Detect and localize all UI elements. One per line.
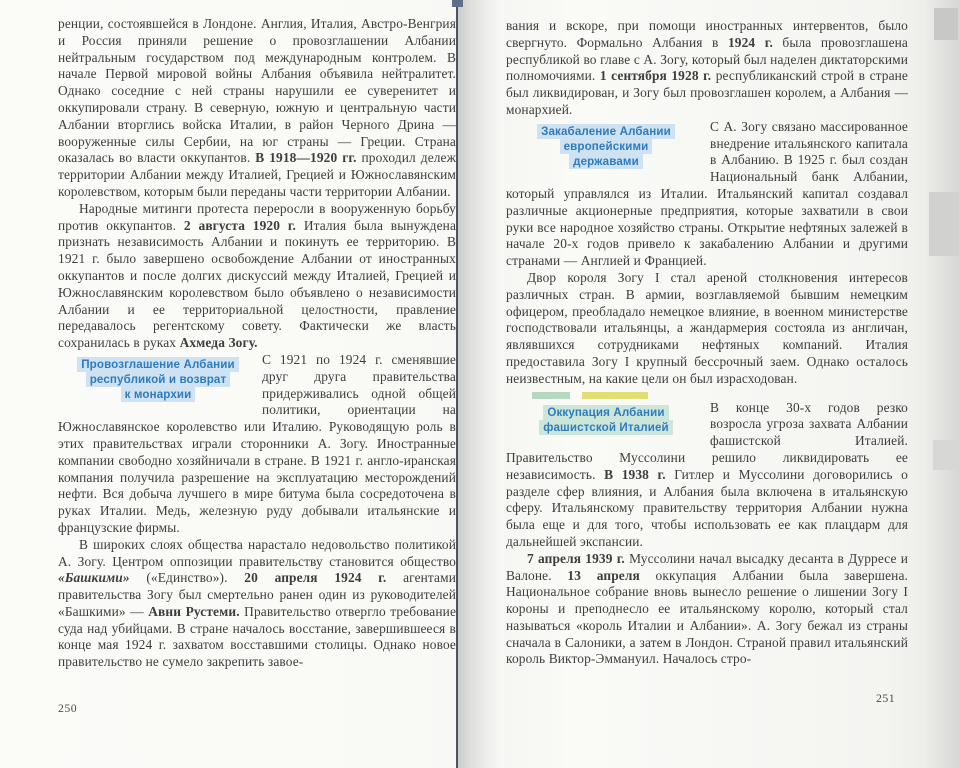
heading-line-text: державами [569, 154, 643, 169]
text-segment: ренции, состоявшейся в Лондоне. Англия, Италия, Австро-Венгрия и Россия приняли решение о провозглашении Албании нейтральным государством под международным контролем. В начале Первой мировой войны Албания объявила нейтралитет. Однако соседние с ней страны нарушили ее суверенитет и оккупировали страну. В северную, южную и центральную части Албании вторглись войска Италии, в район Черного Дрина — вооруженные силы Сербии, на юг страны — Греции. Страна оказалась во власти оккупантов. [58, 16, 456, 166]
text-segment: проходил дележ территории Албании между Италией, Грецией и Южнославянским королевством, которым были переданы части территории Албании. [58, 150, 456, 199]
paragraph [58, 201, 456, 352]
paragraph [506, 551, 908, 669]
scanner-edge-shadow [924, 0, 960, 768]
page-gutter-line [456, 0, 458, 768]
text-segment: Двор короля Зогу I стал ареной столкновения интересов различных стран. В армии, возглавляемой бывшим немецким офицером, преобладало немецкое влияние, в военном министерстве господствовали итальянцы, а жандармерия состояла из англичан, являвшихся сотрудниками нефтяных компаний. Италия предоставила Зогу I крупный бессрочный заем. Однако осталось неизвестным, на какие цели он был израсходован. [506, 269, 908, 386]
paragraph [58, 16, 456, 201]
text-segment: Ахмеда Зогу. [179, 335, 258, 351]
section-heading [65, 357, 251, 402]
text-segment: агентами правительства Зогу был смертельно ранен один из руководителей «Башкими» — [58, 570, 456, 619]
text-segment: В 1918—1920 гг. [255, 150, 357, 166]
text-segment: оккупация Албании была завершена. Национальное собрание вновь вынесло решение о лишении Зогу I короны и преподнесло ее итальянскому королю, который стал называться «король Италии и Албании». А. Зогу бежал из страны сначала в Салоники, а затем в Лондон. Страной правил итальянский король Виктор-Эммануил. Началось стро- [506, 567, 908, 667]
heading-line [513, 124, 699, 139]
paragraph [506, 270, 908, 388]
heading-line [65, 357, 251, 372]
text-segment: Правительство отвергло требование суда над убийцами. В стране началось восстание, завершившееся в конце мая 1924 г. захватом восставшими столицы. Однако новое правительство не сумело закрепить завое- [58, 603, 457, 670]
text-segment: В конце 30-х годов резко возросла угроза захвата Албании фашистской Италией. Правительство Муссолини решило ликвидировать ее независимость. [506, 399, 908, 482]
paragraph [58, 537, 456, 671]
text-segment: 1 сентября 1928 г. [599, 68, 712, 84]
page-number-left: 250 [58, 701, 78, 715]
heading-line [513, 420, 699, 435]
heading-line [65, 372, 251, 387]
text-segment: 13 апреля [567, 567, 640, 583]
heading-line [513, 139, 699, 154]
text-segment: В широких слоях общества нарастало недовольство политикой А. Зогу. Центром оппозиции правительству становится общество [58, 536, 456, 569]
text-segment: вания и вскоре, при помощи иностранных интервентов, было свергнуто. Формально Албания в [506, 18, 908, 50]
green-highlight-mark [532, 392, 570, 399]
text-segment: Авни Рустеми. [148, 603, 240, 619]
text-segment: С 1921 по 1924 г. сменявшие друг друга правительства придерживались одной общей политики, ориентации на Южнославянское королевство или Италию. Руководящую роль в этих правительствах играли сторонники А. Зогу. Иностранные компании свободно хозяйничали в стране. В 1921 г. англо-иранская компания получила разрешение на эксплуатацию месторождений нефти. Вся добыча лучшего в мире битума была сосредоточена в руках Италии. Медь, железную руду добывали итальянские и французские фирмы. [58, 351, 456, 535]
page-right [506, 18, 908, 668]
text-segment: республиканский строй в стране был ликвидирован, и Зогу был провозглашен королем, а Албания — монархией. [506, 68, 908, 117]
page-gutter-shadow [458, 0, 504, 768]
heading-line [513, 154, 699, 169]
section-heading [513, 405, 699, 435]
heading-line-text: Оккупация Албании [543, 405, 668, 420]
text-segment: В 1938 г. [604, 466, 666, 482]
heading-line-text: Провозглашение Албании [77, 357, 239, 372]
paragraph [506, 18, 908, 119]
text-segment: Гитлер и Муссолини договорились о разделе сфер влияния, и Албания была включена в итальянскую сферу. Итальянскому правительству территория Албании нужна была еще и для того, чтобы использовать ее как плацдарм для дальнейшей экспансии. [506, 466, 908, 549]
heading-line-text: европейскими [560, 139, 653, 154]
text-segment: Народные митинги протеста переросли в вооруженную борьбу против оккупантов. [58, 200, 456, 233]
heading-line-text: фашистской Италией [539, 420, 673, 435]
text-segment: С А. Зогу связано массированное внедрение итальянского капитала в Албанию. В 1925 г. был создан Национальный банк Албании, который управлялся из Италии. Итальянский капитал создавал различные акционерные предприятия, которые захватили в свои руки все народное хозяйство страны. Открытие нефтяных залежей в начале 20-х годов привело к закабалению Албании и другими странами — Англией и Францией. [506, 118, 908, 269]
highlighter-marks [532, 392, 908, 400]
scan-artifact [934, 8, 958, 40]
heading-line-text: Закабаление Албании [537, 124, 675, 139]
page-left [58, 16, 456, 671]
text-segment: «Башкими» [58, 570, 130, 586]
heading-line-text: к монархии [121, 387, 196, 402]
text-segment: («Единство»). [129, 570, 245, 586]
section-heading [513, 124, 699, 169]
text-segment: 7 апреля 1939 г. [527, 550, 625, 566]
scan-artifact [929, 192, 959, 256]
text-segment: 2 августа 1920 г. [183, 217, 297, 233]
heading-line [65, 387, 251, 402]
text-segment: 1924 г. [727, 34, 773, 50]
scan-artifact [933, 440, 959, 470]
heading-line-text: республикой и возврат [86, 372, 231, 387]
text-segment: 20 апреля 1924 г. [244, 570, 387, 586]
gutter-top-mark [452, 0, 463, 7]
page-number-right: 251 [876, 691, 896, 705]
text-segment: Италия была вынуждена признать независимость Албании и покинуть ее территорию. В 1921 г. было завершено освобождение Албании от иностранных оккупантов и после долгих дискуссий между Италией, Грецией и Южнославянским королевством было объявлено о независимости Албании и ее территориальной целостности, правление передавалось регентскому совету. Фактически же власть сохранилась в руках [58, 217, 457, 351]
text-segment: Муссолини начал высадку десанта в Дурресе и Валоне. [506, 550, 908, 583]
text-segment: была провозглашена республикой во главе с А. Зогу, который был наделен диктаторскими полномочиями. [506, 34, 908, 84]
yellow-highlight-mark [582, 392, 648, 399]
heading-line [513, 405, 699, 420]
